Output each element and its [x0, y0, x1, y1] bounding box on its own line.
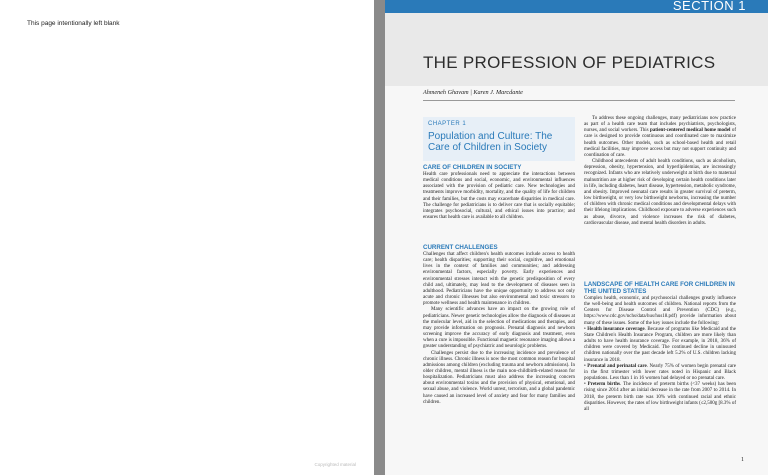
page-number: 1: [741, 457, 744, 463]
left-column-challenges: [423, 252, 575, 406]
page-title: THE PROFESSION OF PEDIATRICS: [423, 53, 716, 72]
bullet-text: . The incidence of preterm births (<37 weeks) has been rising since 2014 after an initial decrease in the rate from 2007 to 2014. In 2018, the preterm birth rate was 10% with continued racial and ethnic disparities. However, the rates of low birthweight infants (≤2,500g [8.3% of all: [584, 382, 736, 412]
left-page: [0, 0, 374, 475]
chapter-tag: CHAPTER 1: [428, 121, 467, 127]
paragraph-challenges-1: Challenges that affect children's health outcomes include access to health care; health disparities; supporting their social, cognitive, and emotional lives in the context of families and communities; and addressing environmental factors, especially poverty. Early experiences and environmental stresses interact with the genetic predisposition of every child and, ultimately, may lead to the development of diseases seen in adulthood. Pediatricians have the unique opportunity to address not only acute and chronic illnesses but also environmental and toxic stressors to promote wellness and health maintenance in children.: [423, 252, 575, 307]
paragraph-challenges-2: Many scientific advances have an impact on the growing role of pediatricians. Newer genetic technologies allow the diagnosis of diseases at the molecular level, aid in the selection of medications and therapies, and may provide information on prognosis. Prenatal diagnosis and newborn screening improve the accuracy of early diagnosis and treatment, even when a cure is impossible. Functional magnetic resonance imaging allows a greater understanding of psychiatric and neurologic problems.: [423, 307, 575, 350]
paragraph-care: Health care professionals need to appreciate the interactions between medical conditions and social, economic, and environmental influences associated with the provision of pediatric care. New technologies and treatments improve morbidity, mortality, and the quality of life for children and their families, but the costs may exacerbate disparities in medical care. The challenge for pediatricians is to deliver care that is socially equitable; integrates psychosocial, cultural, and ethical issues into practice; and ensures that health care is available to all children.: [423, 172, 575, 221]
bullet-term: Health insurance coverage: [587, 326, 645, 332]
chapter-title: Population and Culture: The Care of Children in Society: [428, 131, 553, 153]
bullet-text: . Because of programs like Medicaid and the State Children's Health Insurance Program, children are more likely than adults to have health insurance coverage. For example, in 2018, 36% of children were covered by Medicaid. The continued decline in uninsured children nationally over the past decade left 5.2% of U.S. children lacking insurance in 2018.: [584, 326, 736, 363]
bullet-item: • Preterm births. The incidence of preterm births (<37 weeks) has been rising since 2014 after an initial decrease in the rate from 2007 to 2014. In 2018, the preterm birth rate was 10% with continued racial and ethnic disparities. However, the rates of low birthweight infants (≤2,500g [8.3% of all: [584, 382, 736, 412]
bullet-term: Prenatal and perinatal care: [587, 363, 647, 369]
bullet-item: • Prenatal and perinatal care. Nearly 75% of women begin prenatal care in the first trimester with lower rates noted in Hispanic and Black populations. Less than 1 in 16 women had delayed or no prenatal care.: [584, 363, 736, 382]
title-band: [385, 13, 768, 86]
section-label: SECTION 1: [672, 0, 746, 13]
medical-home-term: patient-centered medical home model: [650, 128, 731, 134]
paragraph-team-care-a: To address these ongoing challenges, many pediatricians now practice as part of a health care team that includes psychiatrists, psychologists, nurses, and social workers. This: [584, 116, 736, 134]
bullet-item: • Health insurance coverage. Because of programs like Medicaid and the State Children's Health Insurance Program, children are more likely than adults to have health insurance coverage. For example, in 2018, 36% of children were covered by Medicaid. The continued decline in uninsured children nationally over the past decade left 5.2% of U.S. children lacking insurance in 2018.: [584, 326, 736, 363]
heading-current-challenges: CURRENT CHALLENGES: [423, 244, 498, 251]
paragraph-team-care: [584, 116, 736, 159]
paragraph-challenges-3: Challenges persist due to the increasing incidence and prevalence of chronic illness. Chronic illness is now the most common reason for hospital admissions among children (excluding trauma and newborn admissions). In older children, mental illness is the main non-childbirth-related reason for hospitalization. Pediatricians must also address the increasing concern about environmental toxins and the provision of physical, emotional, and sexual abuse, and violence. World unrest, terrorism, and a global pandemic have caused an increased level of anxiety and fear for many families and children.: [423, 350, 575, 405]
chapter-box: [423, 117, 575, 161]
section-bar: [385, 0, 768, 13]
paragraph-team-care-b: of care is designed to provide continuous and coordinated care to maximize health outcomes. Other models, such as school-based health and retail medical facilities, may improve access but may not support continuity and coordination of care.: [584, 128, 737, 158]
bullet-term: Preterm births: [587, 382, 621, 388]
authors: Ahmeneh Ghavam | Karen J. Marcdante: [423, 89, 523, 96]
copyright-note: Copyrighted material: [314, 462, 356, 467]
right-column: [584, 116, 736, 227]
heading-care-of-children: CARE OF CHILDREN IN SOCIETY: [423, 164, 522, 171]
right-column-landscape: [584, 296, 736, 413]
right-page: [385, 0, 768, 475]
paragraph-antecedents: Childhood antecedents of adult health conditions, such as alcoholism, depression, obesity, hypertension, and hyperlipidemias, are increasingly recognized. Infants who are relatively underweight at birth due to maternal malnutrition are at higher risk of developing certain health conditions later in life, including diabetes, heart disease, hypertension, metabolic syndrome, and obesity. Improved neonatal care results in greater survival of preterm, low birthweight, or very low birthweight newborns, increasing the number of children with chronic medical conditions and developmental delays with their lifelong implications. Childhood exposure to adverse experiences such as abuse, divorce, and violence increases the risk of diabetes, cardiovascular disease, and mental health disorders in adults.: [584, 159, 736, 226]
blank-page-note: This page intentionally left blank: [27, 20, 120, 27]
heading-landscape: LANDSCAPE OF HEALTH CARE FOR CHILDREN IN THE UNITED STATES: [584, 281, 735, 295]
paragraph-landscape: Complex health, economic, and psychosocial challenges greatly influence the well-being and health outcomes of children. National reports from the Centers for Disease Control and Prevention (CDC) (e.g., https://www.cdc.gov/nchs/data/hus/hus18.pdf) provide information about many of these issues. Some of the key issues include the following:: [584, 296, 736, 326]
bullet-text: . Nearly 75% of women begin prenatal care in the first trimester with lower rates noted in Hispanic and Black populations. Less than 1 in 16 women had delayed or no prenatal care.: [584, 363, 736, 382]
left-column-care: [423, 172, 575, 221]
title-rule: [423, 100, 735, 101]
